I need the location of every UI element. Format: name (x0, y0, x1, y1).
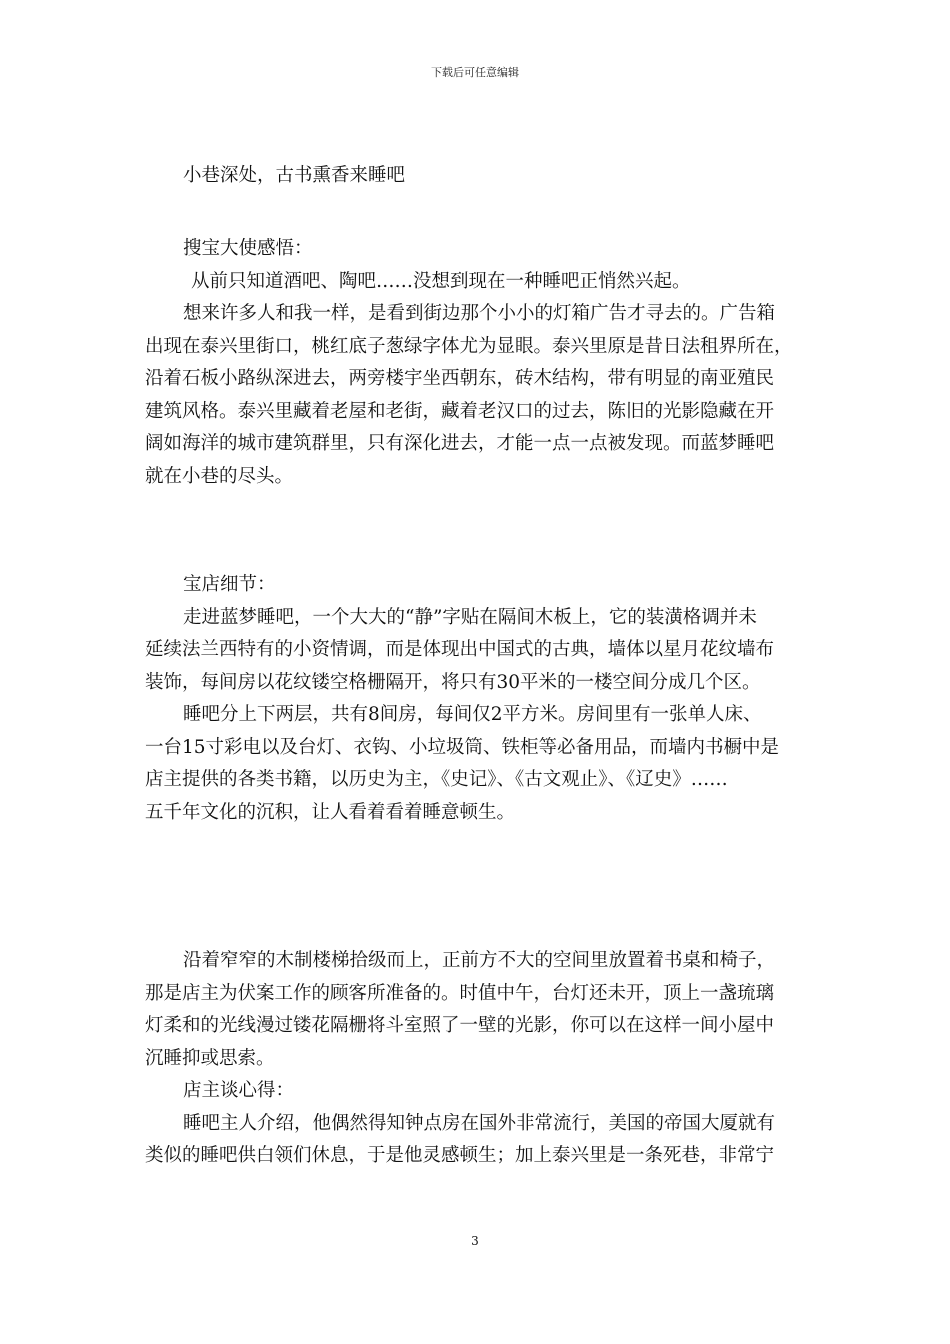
paragraph-line: 建筑风格。泰兴里藏着老屋和老街，藏着老汉口的过去，陈旧的光影隐藏在开 (145, 400, 775, 422)
page-number: 3 (471, 1234, 479, 1248)
paragraph-line: 出现在泰兴里街口，桃红底子葱绿字体尤为显眼。泰兴里原是昔日法租界所在， (145, 335, 793, 357)
section-heading-2: 宝店细节： (183, 574, 276, 595)
paragraph-line: 那是店主为伏案工作的顾客所准备的。时值中午，台灯还未开，顶上一盏琉璃 (145, 982, 775, 1004)
paragraph-line: 想来许多人和我一样，是看到街边那个小小的灯箱广告才寻去的。广告箱 (183, 303, 776, 324)
paragraph-line: 从前只知道酒吧、陶吧……没想到现在一种睡吧正悄然兴起。 (191, 270, 691, 292)
article-title: 小巷深处，古书熏香来睡吧 (183, 165, 406, 186)
paragraph-line: 店主提供的各类书籍，以历史为主，《史记》、《古文观止》、《辽史》…… (145, 769, 728, 790)
paragraph-line: 睡吧主人介绍，他偶然得知钟点房在国外非常流行，美国的帝国大厦就有 (183, 1112, 776, 1134)
paragraph-line: 沿着窄窄的木制楼梯拾级而上，正前方不大的空间里放置着书桌和椅子， (183, 950, 776, 971)
section-heading-1: 搜宝大使感悟： (183, 238, 313, 259)
paragraph-line: 就在小巷的尽头。 (145, 465, 294, 487)
paragraph-line: 睡吧分上下两层，共有8间房，每间仅2平方米。房间里有一张单人床、 (183, 704, 762, 725)
paragraph-line: 走进蓝梦睡吧，一个大大的“静”字贴在隔间木板上，它的装潢格调并未 (183, 606, 757, 628)
paragraph-line: 延续法兰西特有的小资情调，而是体现出中国式的古典，墙体以星月花纹墙布 (145, 639, 775, 660)
paragraph-line: 一台15寸彩电以及台灯、衣钩、小垃圾筒、铁柜等必备用品，而墙内书橱中是 (145, 736, 780, 758)
paragraph-line: 沿着石板小路纵深进去，两旁楼宇坐西朝东，砖木结构，带有明显的南亚殖民 (145, 368, 775, 389)
paragraph-line: 阔如海洋的城市建筑群里，只有深化进去，才能一点一点被发现。而蓝梦睡吧 (145, 433, 775, 454)
section-heading-3: 店主谈心得： (183, 1080, 295, 1101)
paragraph-line: 装饰，每间房以花纹镂空格栅隔开，将只有30平米的一楼空间分成几个区。 (145, 671, 761, 693)
paragraph-line: 类似的睡吧供白领们休息，于是他灵感顿生；加上泰兴里是一条死巷，非常宁 (145, 1145, 775, 1166)
paragraph-line: 灯柔和的光线漫过镂花隔栅将斗室照了一壁的光影，你可以在这样一间小屋中 (145, 1015, 775, 1036)
page-header: 下载后可任意编辑 (431, 66, 519, 79)
paragraph-line: 五千年文化的沉积，让人看着看着睡意顿生。 (145, 801, 516, 823)
paragraph-line: 沉睡抑或思索。 (145, 1047, 275, 1069)
